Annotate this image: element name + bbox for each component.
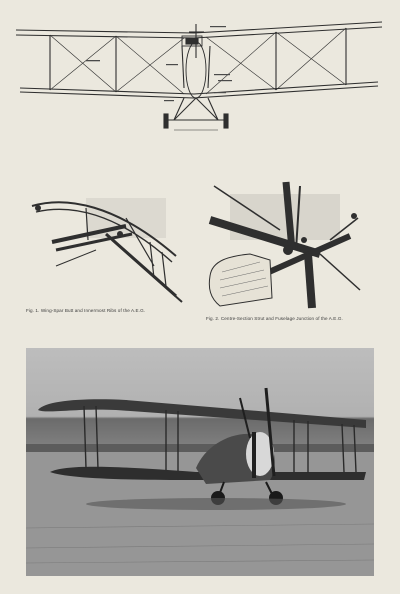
front-view-drawing [14, 18, 386, 136]
wing-spar-drawing [26, 196, 186, 304]
fig1-number: Fig. 1. [26, 308, 40, 313]
fig1-caption [26, 308, 196, 314]
fig2-title: Centre-Section Strut and Fuselage Junction of the A.E.G. [220, 316, 343, 321]
fig2-caption [206, 316, 386, 322]
biplane-photograph [26, 348, 374, 576]
centre-section-drawing [200, 180, 372, 310]
biplane-photo-image [26, 348, 374, 576]
fig2-number: Fig. 2. [206, 316, 220, 321]
fig1-title: Wing-Spar Butt and Innermost Ribs of the A.E.G. [40, 308, 146, 313]
